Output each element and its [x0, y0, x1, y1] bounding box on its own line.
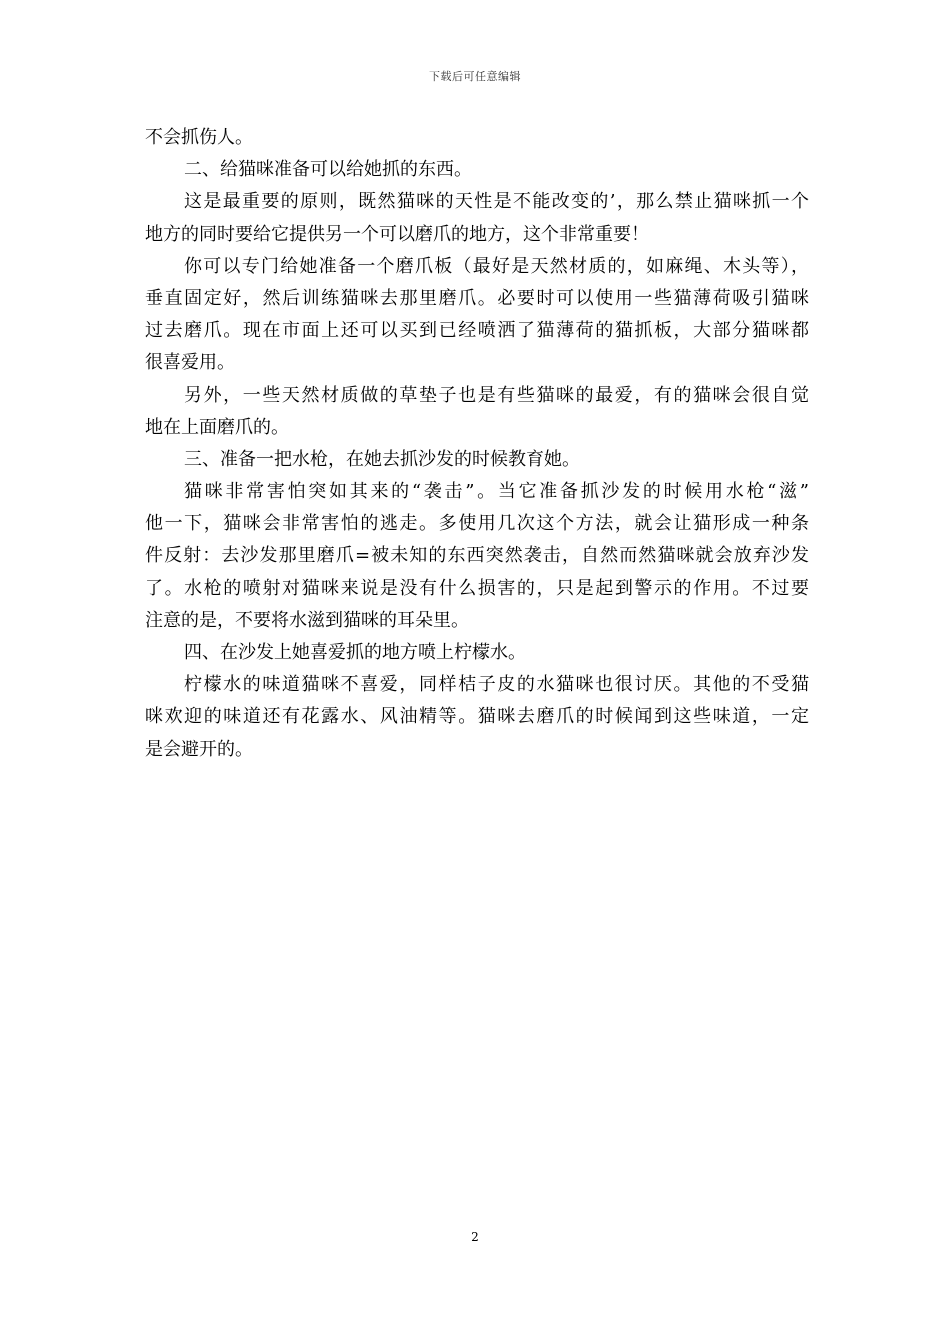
- text-line: 猫咪非常害怕突如其来的“袭击”。当它准备抓沙发的时候用水枪“滋”: [184, 481, 809, 503]
- text-line: 垂直固定好，然后训练猫咪去那里磨爪。必要时可以使用一些猫薄荷吸引猫咪: [145, 287, 809, 309]
- page-number: 2: [471, 1230, 479, 1244]
- text-line: 柠檬水的味道猫咪不喜爱，同样桔子皮的水猫咪也很讨厌。其他的不受猫: [184, 674, 809, 696]
- text-line: 另外，一些天然材质做的草垫子也是有些猫咪的最爱，有的猫咪会很自觉: [184, 384, 809, 406]
- text-line: 很喜爱用。: [145, 352, 235, 374]
- text-line: 三、准备一把水枪，在她去抓沙发的时候教育她。: [184, 448, 580, 470]
- page-header: 下载后可任意编辑: [429, 70, 521, 83]
- text-line: 咪欢迎的味道还有花露水、风油精等。猫咪去磨爪的时候闻到这些味道，一定: [145, 706, 809, 728]
- text-line: 件反射：去沙发那里磨爪=被未知的东西突然袭击，自然而然猫咪就会放弃沙发: [145, 545, 809, 567]
- text-line: 地方的同时要给它提供另一个可以磨爪的地方，这个非常重要！: [145, 223, 649, 245]
- text-line: 是会避开的。: [145, 738, 253, 760]
- document-body: [145, 122, 809, 766]
- text-line: 二、给猫咪准备可以给她抓的东西。: [184, 159, 472, 181]
- text-line: 他一下，猫咪会非常害怕的逃走。多使用几次这个方法，就会让猫形成一种条: [145, 513, 809, 535]
- text-line: 了。水枪的喷射对猫咪来说是没有什么损害的，只是起到警示的作用。不过要: [145, 577, 809, 599]
- text-line: 不会抓伤人。: [145, 127, 253, 148]
- text-line: 注意的是，不要将水滋到猫咪的耳朵里。: [145, 609, 469, 631]
- text-line: 地在上面磨爪的。: [145, 416, 289, 438]
- text-line: 这是最重要的原则，既然猫咪的天性是不能改变的’，那么禁止猫咪抓一个: [184, 191, 809, 213]
- text-line: 四、在沙发上她喜爱抓的地方喷上柠檬水。: [184, 642, 526, 663]
- text-line: 你可以专门给她准备一个磨爪板（最好是天然材质的，如麻绳、木头等），: [184, 255, 809, 277]
- text-line: 过去磨爪。现在市面上还可以买到已经喷洒了猫薄荷的猫抓板，大部分猫咪都: [145, 320, 809, 342]
